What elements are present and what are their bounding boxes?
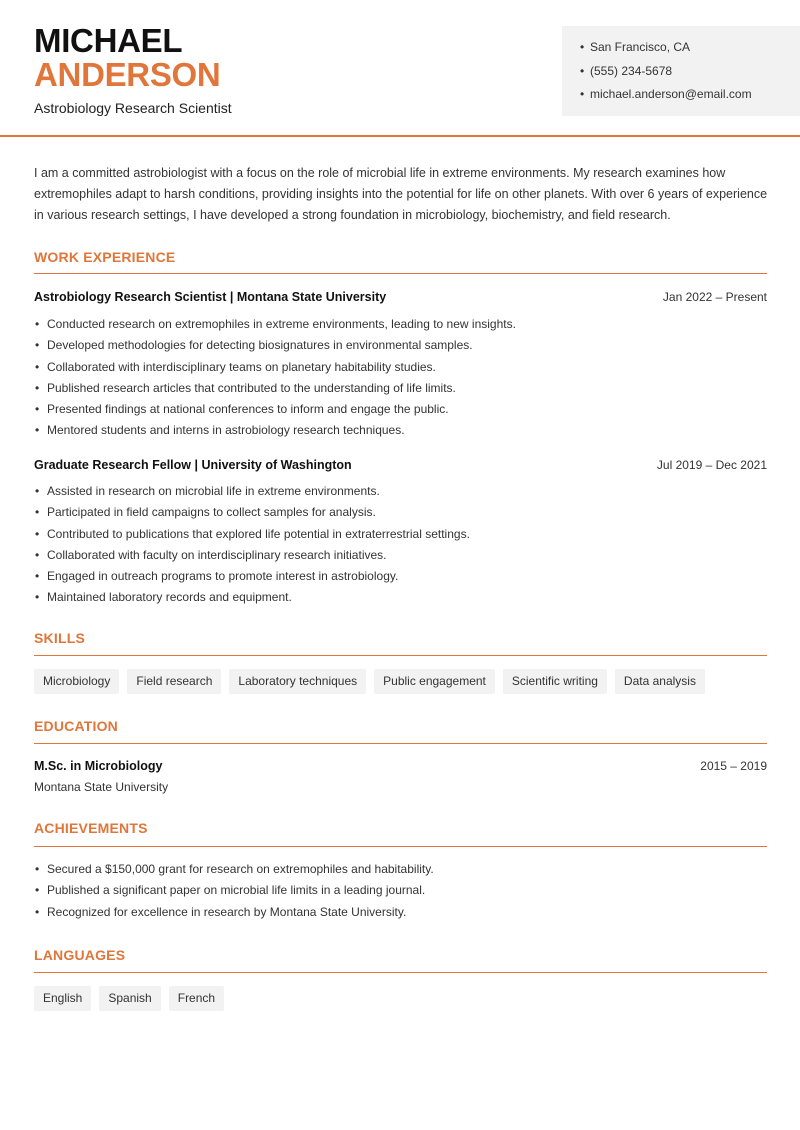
section-divider — [34, 743, 767, 744]
list-item: • Maintained laboratory records and equipment. — [34, 589, 767, 610]
section-divider — [34, 972, 767, 973]
section-divider — [34, 273, 767, 274]
job-role: Graduate Research Fellow | University of Washington — [34, 458, 352, 472]
skills-heading: SKILLS — [34, 630, 85, 646]
language-tag: English — [34, 986, 91, 1011]
work-experience-heading: WORK EXPERIENCE — [34, 249, 176, 265]
skill-tag: Data analysis — [615, 669, 705, 694]
education-school: Montana State University — [34, 780, 169, 794]
resume-header — [0, 0, 800, 137]
list-item: • Developed methodologies for detecting biosignatures in environmental samples. — [34, 337, 767, 358]
list-item: • Published research articles that contributed to the understanding of life limits. — [34, 380, 767, 401]
job-header-1 — [34, 290, 767, 304]
last-name: ANDERSON — [34, 56, 221, 93]
language-tag: Spanish — [99, 986, 160, 1011]
list-item: • Mentored students and interns in astrobiology research techniques. — [34, 422, 767, 443]
list-item: • Presented findings at national conferences to inform and engage the public. — [34, 401, 767, 422]
list-item: • Assisted in research on microbial life in extreme environments. — [34, 483, 767, 504]
skills-tags — [34, 669, 705, 694]
job-role: Astrobiology Research Scientist | Montana State University — [34, 290, 387, 304]
skill-tag: Laboratory techniques — [229, 669, 366, 694]
education-heading: EDUCATION — [34, 718, 118, 734]
list-item: • Published a significant paper on microbial life limits in a leading journal. — [34, 882, 767, 903]
skill-tag: Field research — [127, 669, 221, 694]
job-title: Astrobiology Research Scientist — [34, 100, 232, 116]
list-item: • Conducted research on extremophiles in extreme environments, leading to new insights. — [34, 316, 767, 337]
language-tags — [34, 986, 224, 1011]
achievements-list — [34, 861, 767, 925]
job-dates: Jan 2022 – Present — [662, 290, 767, 304]
achievements-heading: ACHIEVEMENTS — [34, 820, 148, 836]
list-item: • Recognized for excellence in research by Montana State University. — [34, 904, 767, 925]
skill-tag: Scientific writing — [503, 669, 607, 694]
education-dates: 2015 – 2019 — [700, 759, 767, 773]
list-item: • Secured a $150,000 grant for research on extremophiles and habitability. — [34, 861, 767, 882]
contact-box — [562, 26, 800, 116]
job-bullets-1 — [34, 316, 767, 444]
list-item: • Participated in field campaigns to collect samples for analysis. — [34, 504, 767, 525]
education-header — [34, 759, 767, 773]
contact-location: • San Francisco, CA — [580, 39, 800, 63]
list-item: • Collaborated with interdisciplinary teams on planetary habitability studies. — [34, 359, 767, 380]
section-divider — [34, 846, 767, 847]
languages-heading: LANGUAGES — [34, 947, 126, 963]
list-item: • Engaged in outreach programs to promote interest in astrobiology. — [34, 568, 767, 589]
list-item: • Collaborated with faculty on interdisciplinary research initiatives. — [34, 547, 767, 568]
contact-phone: • (555) 234-5678 — [580, 63, 800, 87]
job-dates: Jul 2019 – Dec 2021 — [656, 458, 767, 472]
section-divider — [34, 655, 767, 656]
skill-tag: Public engagement — [374, 669, 495, 694]
list-item: • Contributed to publications that explored life potential in extraterrestrial settings. — [34, 526, 767, 547]
contact-email[interactable]: • michael.anderson@email.com — [580, 86, 800, 110]
job-header-2 — [34, 458, 767, 472]
skill-tag: Microbiology — [34, 669, 119, 694]
language-tag: French — [169, 986, 224, 1011]
education-degree: M.Sc. in Microbiology — [34, 759, 163, 773]
first-name: MICHAEL — [34, 22, 183, 59]
summary-paragraph: I am a committed astrobiologist with a focus on the role of microbial life in extreme environments. My research examines how extremophiles adapt to harsh conditions, providing insights into the potential for life on other planets. With over 6 years of experience in various research settings, I have developed a strong foundation in microbiology, biochemistry, and field research. — [34, 166, 768, 222]
job-bullets-2 — [34, 483, 767, 611]
